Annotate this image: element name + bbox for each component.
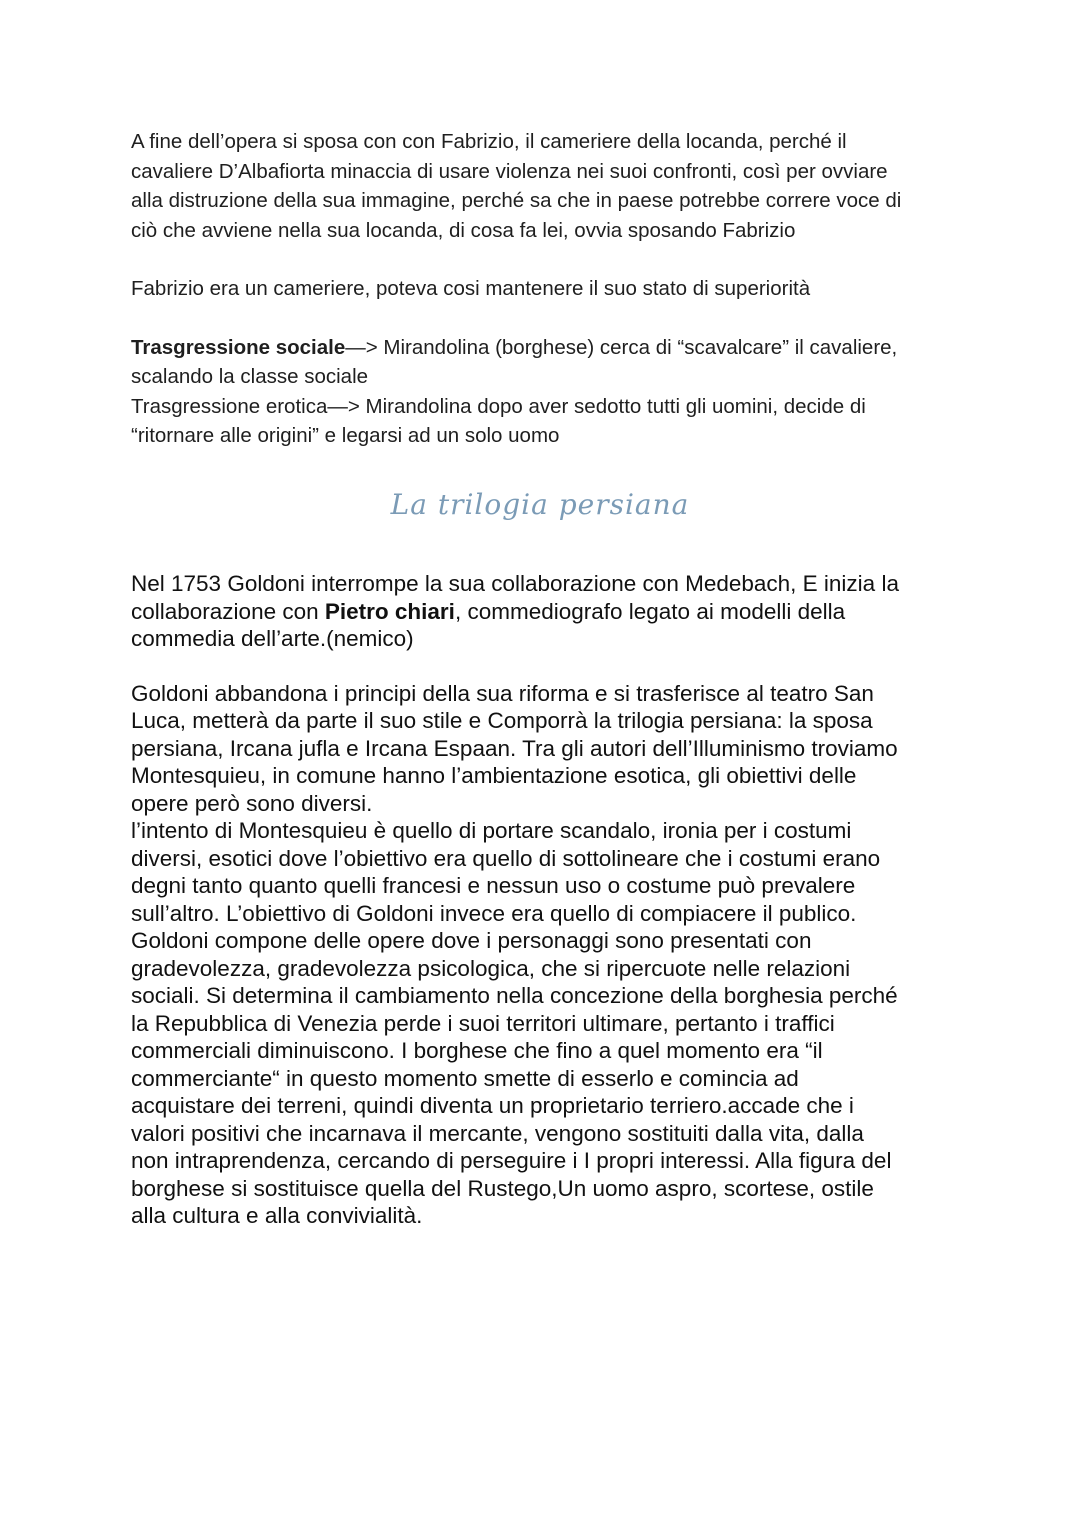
text-line: commerciante“ in questo momento smette di esserlo e comincia ad	[131, 1065, 799, 1091]
paragraph-fabrizio	[131, 274, 961, 304]
text-line: A fine dell’opera si sposa con con Fabrizio, il cameriere della locanda, perché il	[131, 130, 847, 153]
text-line: gradevolezza, gradevolezza psicologica, che si ripercuote nelle relazioni	[131, 955, 851, 981]
text-line: opere però sono diversi.	[131, 790, 373, 816]
text-line: valori positivi che incarnava il mercante, vengono sostituiti dalla vita, dalla	[131, 1120, 864, 1146]
text-line: sull’altro. L’obiettivo di Goldoni invece era quello di compiacere il publico.	[131, 900, 857, 926]
text-line: , commediografo legato ai modelli della	[454, 598, 846, 624]
section-title: La trilogia persiana	[390, 488, 690, 521]
text-line: Nel 1753 Goldoni interrompe la sua collaborazione con Medebach, E inizia la	[131, 571, 899, 596]
text-line: collaborazione con	[131, 598, 325, 624]
text-line: Fabrizio era un cameriere, poteva cosi mantenere il suo stato di superiorità	[131, 277, 811, 300]
text-line: commerciali diminuiscono. I borghese che fino a quel momento era “il	[131, 1038, 823, 1063]
text-line: Goldoni abbandona i principi della sua riforma e si trasferisce al teatro San	[131, 680, 874, 706]
text-line: Luca, metterà da parte il suo stile e Comporrà la trilogia persiana: la sposa	[131, 708, 873, 733]
text-line: ciò che avviene nella sua locanda, di cosa fa lei, ovvia sposando Fabrizio	[131, 218, 796, 242]
text-line: non intraprendenza, cercando di perseguire i I propri interessi. Alla figura del	[131, 1148, 892, 1173]
text-line: cavaliere D’Albafiorta minaccia di usare violenza nei suoi confronti, così per ovviare	[131, 159, 888, 183]
text-line: borghese si sostituisce quella del Rustego,Un uomo aspro, scortese, ostile	[131, 1175, 874, 1201]
text-line: “ritornare alle origini” e legarsi ad un solo uomo	[131, 424, 560, 447]
trasgressione-sociale-label: Trasgressione sociale	[131, 335, 346, 359]
paragraph-trasgressioni	[131, 333, 961, 451]
text-line: sociali. Si determina il cambiamento nella concezione della borghesia perché	[131, 983, 898, 1008]
text-line: Goldoni compone delle opere dove i personaggi sono presentati con	[131, 928, 812, 953]
paragraph-ending	[131, 127, 961, 245]
text-line: alla distruzione della sua immagine, perché sa che in paese potrebbe correre voce di	[131, 189, 902, 212]
paragraph-trilogia	[131, 680, 961, 1230]
paragraph-medebach	[131, 570, 961, 653]
section-mirandolina	[131, 127, 961, 451]
text-line: —> Mirandolina (borghese) cerca di “scavalcare” il cavaliere,	[345, 335, 898, 359]
text-line: diversi, esotici dove l’obiettivo era quello di sottolineare che i costumi erano	[131, 845, 881, 871]
text-line: la Repubblica di Venezia perde i suoi territori ultimare, pertanto i traffici	[131, 1010, 835, 1036]
text-line: l’intento di Montesquieu è quello di portare scandalo, ironia per i costumi	[131, 818, 852, 843]
text-line: Montesquieu, in comune hanno l’ambientazione esotica, gli obiettivi delle	[131, 763, 857, 788]
text-line: Trasgressione erotica—> Mirandolina dopo aver sedotto tutti gli uomini, decide di	[131, 394, 866, 418]
section-trilogia	[131, 570, 961, 1230]
pietro-chiari-name: Pietro chiari	[324, 598, 455, 624]
text-line: persiana, Ircana jufla e Ircana Espaan. Tra gli autori dell’Illuminismo troviamo	[131, 735, 898, 761]
text-line: alla cultura e alla convivialità.	[131, 1203, 423, 1228]
text-line: scalando la classe sociale	[131, 365, 369, 388]
text-line: acquistare dei terreni, quindi diventa un proprietario terriero.accade che i	[131, 1093, 854, 1118]
text-line: degni tanto quanto quelli francesi e nessun uso o costume può prevalere	[131, 873, 856, 898]
text-line: commedia dell’arte.(nemico)	[131, 626, 414, 651]
